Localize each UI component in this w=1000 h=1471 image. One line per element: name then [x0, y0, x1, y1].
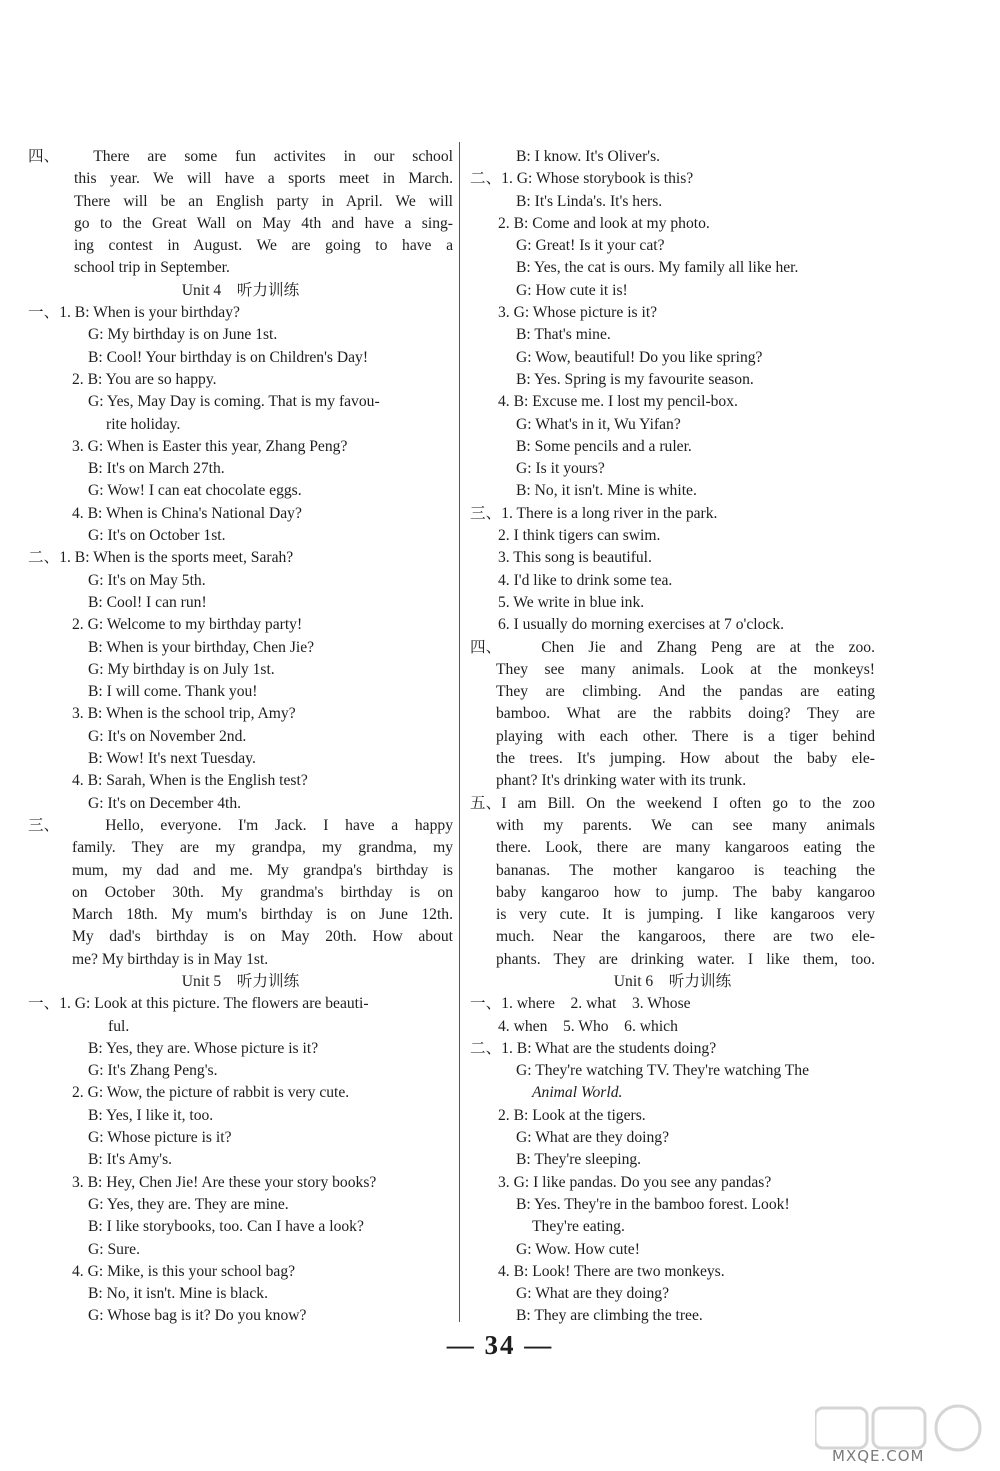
- text-line: [470, 770, 875, 792]
- line-text: B: Yes. They're in the bamboo forest. Look!: [516, 1195, 790, 1213]
- line-text: 1. There is a long river in the park.: [501, 504, 718, 522]
- text-line: [470, 1149, 875, 1171]
- text-line: [470, 748, 875, 770]
- text-line: [28, 503, 453, 525]
- text-line: [470, 815, 875, 837]
- line-text: G: What are they doing?: [516, 1285, 669, 1303]
- line-text: 1. G: Look at this picture. The flowers are beauti-: [59, 995, 369, 1013]
- line-text: 6. I usually do morning exercises at 7 o'clock.: [498, 616, 785, 634]
- line-text: G: Yes, they are. They are mine.: [88, 1195, 289, 1213]
- text-line: [28, 1105, 453, 1127]
- text-line: [28, 414, 453, 436]
- text-line: [470, 547, 875, 569]
- unit-heading: Unit 5 听力训练: [181, 972, 300, 990]
- section-marker: 二、: [470, 1039, 502, 1057]
- line-text: go to the Great Wall on May 4th and have a sing-: [74, 214, 453, 232]
- text-line: [470, 436, 875, 458]
- text-line: [470, 949, 875, 971]
- text-line: [470, 1239, 875, 1261]
- text-line: [28, 882, 453, 904]
- text-line: [470, 458, 875, 480]
- line-text: 2. B: You are so happy.: [72, 370, 217, 388]
- section-start-line: [470, 793, 875, 815]
- line-text: 2. I think tigers can swim.: [498, 527, 661, 545]
- line-text: ful.: [108, 1017, 130, 1035]
- line-text: 1. G: Whose storybook is this?: [501, 170, 694, 188]
- line-text: school trip in September.: [74, 259, 230, 277]
- text-line: [28, 1239, 453, 1261]
- section-start-line: [28, 993, 453, 1015]
- text-line: [470, 302, 875, 324]
- text-line: [28, 1216, 453, 1238]
- line-text: G: It's Zhang Peng's.: [88, 1062, 218, 1080]
- text-line: [28, 1127, 453, 1149]
- line-text: mum, my dad and me. My grandpa's birthday is: [72, 861, 453, 879]
- line-text: 2. B: Look at the tigers.: [498, 1106, 646, 1124]
- section-marker: 一、: [28, 304, 60, 322]
- line-text: B: Cool! I can run!: [88, 593, 207, 611]
- text-line: [28, 347, 453, 369]
- section-marker: 一、: [470, 995, 502, 1013]
- text-line: [28, 904, 453, 926]
- text-line: [28, 837, 453, 859]
- section-marker: 一、: [28, 995, 60, 1013]
- text-line: [28, 213, 453, 235]
- text-line: [470, 146, 875, 168]
- line-text: 2. G: Wow, the picture of rabbit is very cute.: [72, 1084, 350, 1102]
- line-text: playing with each other. There is a tiger behind: [496, 727, 875, 745]
- text-line: [470, 1216, 875, 1238]
- line-text: G: How cute it is!: [516, 281, 628, 299]
- text-line: [470, 1082, 875, 1104]
- line-text: 3. B: Hey, Chen Jie! Are these your story books?: [72, 1173, 377, 1191]
- section-marker: 四、: [470, 638, 502, 656]
- line-text: B: No, it isn't. Mine is white.: [516, 482, 697, 500]
- text-line: [28, 860, 453, 882]
- line-text: G: Wow. How cute!: [516, 1240, 640, 1258]
- line-text: baby kangaroo how to jump. The baby kangaroo: [496, 883, 875, 901]
- line-text: G: Wow! I can eat chocolate eggs.: [88, 482, 302, 500]
- line-text: B: I will come. Thank you!: [88, 683, 258, 701]
- section-start-line: [28, 302, 453, 324]
- text-line: [28, 770, 453, 792]
- line-text: the trees. It's jumping. How about the baby ele-: [496, 750, 875, 768]
- text-line: [470, 1060, 875, 1082]
- text-line: [28, 1283, 453, 1305]
- line-text: B: When is your birthday, Chen Jie?: [88, 638, 315, 656]
- line-text: B: I like storybooks, too. Can I have a look?: [88, 1218, 364, 1236]
- line-text: 3. G: Whose picture is it?: [498, 304, 658, 322]
- line-text: me? My birthday is in May 1st.: [72, 950, 269, 968]
- text-line: [470, 926, 875, 948]
- line-text: G: Sure.: [88, 1240, 140, 1258]
- line-text: phant? It's drinking water with its trunk.: [496, 772, 747, 790]
- section-start-line: [470, 1038, 875, 1060]
- line-text: 1. B: When is your birthday?: [59, 304, 240, 322]
- section-marker: 五、: [470, 794, 502, 812]
- text-line: [28, 659, 453, 681]
- line-text: B: They're sleeping.: [516, 1151, 642, 1169]
- text-line: [28, 369, 453, 391]
- text-line: [28, 570, 453, 592]
- text-line: [470, 726, 875, 748]
- line-text: G: It's on November 2nd.: [88, 727, 247, 745]
- text-line: [470, 703, 875, 725]
- line-text: G: My birthday is on July 1st.: [88, 660, 275, 678]
- line-text: G: What's in it, Wu Yifan?: [516, 415, 681, 433]
- text-line: [28, 257, 453, 279]
- line-text: 3. B: When is the school trip, Amy?: [72, 705, 296, 723]
- section-start-line: [28, 146, 453, 168]
- line-text: B: It's Linda's. It's hers.: [516, 192, 663, 210]
- line-text: 2. B: Come and look at my photo.: [498, 214, 710, 232]
- text-line: [470, 1172, 875, 1194]
- section-marker: 三、: [470, 504, 502, 522]
- text-line: [470, 860, 875, 882]
- text-line: [470, 837, 875, 859]
- section-start-line: [470, 993, 875, 1015]
- line-text: 4. I'd like to drink some tea.: [498, 571, 673, 589]
- text-line: [28, 793, 453, 815]
- text-line: [470, 904, 875, 926]
- section-start-line: [470, 503, 875, 525]
- line-text: Hello, everyone. I'm Jack. I have a happy: [105, 816, 453, 834]
- text-line: [470, 369, 875, 391]
- section-start-line: [28, 547, 453, 569]
- line-text: 3. G: I like pandas. Do you see any pandas?: [498, 1173, 772, 1191]
- text-line: [470, 1283, 875, 1305]
- line-text: B: Some pencils and a ruler.: [516, 437, 692, 455]
- line-text: There will be an English party in April. We will: [74, 192, 453, 210]
- line-text: 4. G: Mike, is this your school bag?: [72, 1262, 296, 1280]
- text-line: [470, 280, 875, 302]
- text-line: [28, 525, 453, 547]
- line-text: family. They are my grandpa, my grandma, my: [72, 839, 453, 857]
- text-line: [28, 1016, 453, 1038]
- text-line: [28, 391, 453, 413]
- line-text: bananas. The mother kangaroo is teaching the: [496, 861, 875, 879]
- line-text: 1. B: When is the sports meet, Sarah?: [59, 549, 294, 567]
- text-line: [28, 614, 453, 636]
- line-text: Animal World.: [532, 1084, 623, 1102]
- text-line: [470, 681, 875, 703]
- section-marker: 二、: [470, 170, 502, 188]
- text-line: [470, 1016, 875, 1038]
- line-text: They are climbing. And the pandas are eating: [496, 683, 875, 701]
- text-line: [28, 324, 453, 346]
- line-text: much. Near the kangaroos, there are two ele-: [496, 928, 875, 946]
- line-text: G: Is it yours?: [516, 460, 605, 478]
- section-start-line: [470, 168, 875, 190]
- text-line: [28, 480, 453, 502]
- line-text: G: Whose picture is it?: [88, 1129, 232, 1147]
- line-text: G: My birthday is on June 1st.: [88, 326, 278, 344]
- line-text: B: It's on March 27th.: [88, 460, 225, 478]
- text-line: [470, 235, 875, 257]
- line-text: 1. where 2. what 3. Whose: [501, 995, 691, 1013]
- unit-heading: Unit 6 听力训练: [613, 972, 732, 990]
- line-text: G: It's on October 1st.: [88, 527, 226, 545]
- line-text: B: They are climbing the tree.: [516, 1307, 703, 1325]
- text-line: [470, 525, 875, 547]
- line-text: 1. B: What are the students doing?: [501, 1039, 717, 1057]
- text-line: [28, 1305, 453, 1327]
- text-line: [28, 458, 453, 480]
- section-marker: 四、: [28, 148, 60, 165]
- text-line: [470, 391, 875, 413]
- line-text: G: Whose bag is it? Do you know?: [88, 1307, 307, 1325]
- line-text: 4. B: Sarah, When is the English test?: [72, 772, 308, 790]
- line-text: 2. G: Welcome to my birthday party!: [72, 616, 303, 634]
- line-text: 3. This song is beautiful.: [498, 549, 652, 567]
- line-text: G: They're watching TV. They're watching The: [516, 1062, 810, 1080]
- text-line: [28, 1082, 453, 1104]
- line-text: with my parents. We can see many animals: [496, 816, 875, 834]
- text-line: [470, 213, 875, 235]
- line-text: G: Wow, beautiful! Do you like spring?: [516, 348, 763, 366]
- line-text: on October 30th. My grandma's birthday is on: [72, 883, 453, 901]
- text-line: [470, 1261, 875, 1283]
- text-line: [470, 1105, 875, 1127]
- watermark-site: MXQE.COM: [832, 1447, 925, 1465]
- text-line: [28, 436, 453, 458]
- text-line: [470, 1194, 875, 1216]
- line-text: My dad's birthday is on May 20th. How about: [72, 928, 453, 946]
- text-line: [28, 1038, 453, 1060]
- line-text: B: Yes, they are. Whose picture is it?: [88, 1039, 319, 1057]
- section-start-line: [28, 815, 453, 837]
- line-text: G: What are they doing?: [516, 1129, 669, 1147]
- text-line: [28, 1172, 453, 1194]
- text-line: [470, 570, 875, 592]
- line-text: is very cute. It is jumping. I like kangaroos very: [496, 906, 875, 924]
- line-text: B: I know. It's Oliver's.: [516, 148, 661, 165]
- line-text: I am Bill. On the weekend I often go to the zoo: [501, 794, 875, 812]
- line-text: this year. We will have a sports meet in March.: [74, 170, 453, 188]
- line-text: 4. B: Excuse me. I lost my pencil-box.: [498, 393, 738, 411]
- right-column: [470, 146, 875, 1328]
- text-line: [28, 726, 453, 748]
- section-marker: 二、: [28, 549, 60, 567]
- text-line: [470, 659, 875, 681]
- text-line: [28, 168, 453, 190]
- page-number: — 34 —: [446, 1330, 554, 1360]
- text-line: [470, 1127, 875, 1149]
- text-line: [28, 235, 453, 257]
- line-text: there. Look, there are many kangaroos eating the: [496, 839, 875, 857]
- text-line: [470, 480, 875, 502]
- text-line: [28, 1194, 453, 1216]
- line-text: March 18th. My mum's birthday is on June 12th.: [72, 906, 453, 924]
- line-text: 4. B: When is China's National Day?: [72, 504, 302, 522]
- line-text: 3. G: When is Easter this year, Zhang Peng?: [72, 437, 348, 455]
- text-line: [470, 347, 875, 369]
- line-text: G: Yes, May Day is coming. That is my favou-: [88, 393, 380, 411]
- text-line: [28, 949, 453, 971]
- text-line: [470, 882, 875, 904]
- line-text: Chen Jie and Zhang Peng are at the zoo.: [541, 638, 875, 656]
- line-text: G: Great! Is it your cat?: [516, 237, 665, 255]
- text-line: [470, 1305, 875, 1327]
- line-text: They see many animals. Look at the monkeys!: [496, 660, 875, 678]
- section-start-line: [470, 637, 875, 659]
- line-text: 5. We write in blue ink.: [498, 593, 645, 611]
- section-marker: 三、: [28, 816, 60, 834]
- text-line: [28, 1060, 453, 1082]
- line-text: There are some fun activites in our school: [93, 148, 453, 165]
- text-line: [28, 191, 453, 213]
- text-line: [470, 614, 875, 636]
- line-text: B: That's mine.: [516, 326, 611, 344]
- line-text: B: Wow! It's next Tuesday.: [88, 750, 256, 768]
- left-column: [28, 146, 453, 1328]
- line-text: G: It's on May 5th.: [88, 571, 206, 589]
- text-line: [28, 703, 453, 725]
- line-text: ing contest in August. We are going to have a: [74, 237, 453, 255]
- column-divider: [459, 142, 460, 1322]
- text-line: [28, 637, 453, 659]
- line-text: B: Yes. Spring is my favourite season.: [516, 370, 754, 388]
- text-line: [470, 414, 875, 436]
- line-text: B: It's Amy's.: [88, 1151, 173, 1169]
- line-text: G: It's on December 4th.: [88, 794, 242, 812]
- line-text: B: Yes, the cat is ours. My family all like her.: [516, 259, 799, 277]
- line-text: 4. when 5. Who 6. which: [498, 1017, 678, 1035]
- text-line: [28, 926, 453, 948]
- line-text: B: Yes, I like it, too.: [88, 1106, 214, 1124]
- text-line: [28, 681, 453, 703]
- line-text: B: No, it isn't. Mine is black.: [88, 1285, 268, 1303]
- text-line: [28, 1149, 453, 1171]
- text-line: [28, 592, 453, 614]
- text-line: [28, 1261, 453, 1283]
- line-text: phants. They are drinking water. I like them, too.: [496, 950, 875, 968]
- text-line: [470, 191, 875, 213]
- text-line: [470, 324, 875, 346]
- unit-heading: Unit 4 听力训练: [181, 281, 300, 299]
- line-text: 4. B: Look! There are two monkeys.: [498, 1262, 725, 1280]
- line-text: They're eating.: [532, 1218, 625, 1236]
- text-line: [470, 257, 875, 279]
- line-text: B: Cool! Your birthday is on Children's Day!: [88, 348, 369, 366]
- text-line: [470, 592, 875, 614]
- line-text: rite holiday.: [106, 415, 181, 433]
- line-text: bamboo. What are the rabbits doing? They are: [496, 705, 875, 723]
- text-line: [28, 748, 453, 770]
